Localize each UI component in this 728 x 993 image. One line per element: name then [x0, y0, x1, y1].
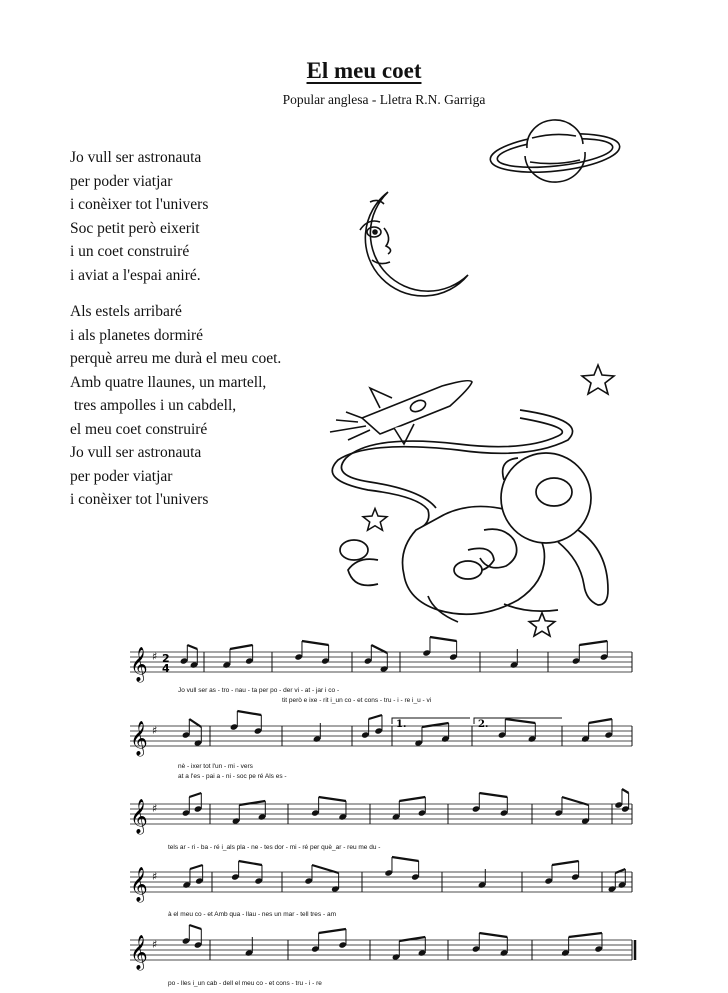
- key-sharp-icon: ♯: [152, 802, 158, 815]
- lyric-line: Jo vull ser astronauta: [70, 444, 202, 461]
- note-beam: [187, 645, 197, 649]
- note-beam: [319, 797, 346, 801]
- note-beam: [615, 869, 625, 873]
- note-beam: [569, 933, 602, 937]
- score-lyrics-1b: tit però e ixe - rit i_un co - et cons - tru - i - re i_u - vi: [282, 697, 432, 704]
- note-beam: [239, 801, 265, 805]
- time-signature-bottom: 4: [162, 662, 170, 675]
- astronaut-illustration: [308, 400, 628, 628]
- lyric-line: i conèixer tot l'univers: [70, 491, 209, 508]
- lyric-line: i aviat a l'espai aniré.: [70, 266, 201, 284]
- treble-clef-icon: 𝄞: [130, 799, 148, 834]
- treble-clef-icon: 𝄞: [130, 647, 148, 682]
- lyric-line: i als planetes dormiré: [70, 326, 203, 344]
- note-beam: [190, 865, 203, 869]
- treble-clef-icon: 𝄞: [130, 721, 148, 756]
- note-beam: [189, 793, 201, 797]
- lyrics-stanza-1: [70, 146, 370, 287]
- volta-2-label: 2.: [478, 719, 489, 730]
- note-beam: [552, 861, 579, 865]
- note-beam: [302, 641, 329, 645]
- note-beam: [479, 933, 507, 937]
- moon-illustration: [348, 180, 478, 305]
- lyric-line: Soc petit però eixerit: [70, 219, 200, 237]
- note-beam: [230, 645, 253, 649]
- score-lyrics-2a: nè - ixer tot l'un - mi - vers: [178, 763, 253, 770]
- score-lyrics-5: po - lles i_un cab - dell el meu co - et cons - tru - i - re: [168, 980, 322, 987]
- score-lyrics-3: tels ar - ri - ba - ré i_als pla - ne - tes dor - mi - ré per què_ar - reu me du -: [168, 844, 381, 851]
- subtitle: Popular anglesa - Lletra R.N. Garriga: [282, 92, 486, 107]
- note-beam: [399, 937, 425, 941]
- note-beam: [369, 715, 382, 719]
- lyric-line: Jo vull ser astronauta: [70, 149, 202, 166]
- key-sharp-icon: ♯: [152, 724, 158, 737]
- lyric-line: Als estels arribaré: [70, 303, 182, 320]
- lyric-line: tres ampolles i un cabdell,: [70, 397, 237, 414]
- lyric-line: per poder viatjar: [70, 467, 173, 485]
- note-beam: [399, 797, 425, 801]
- note-beam: [422, 723, 449, 727]
- lyric-line: perquè arreu me durà el meu coet.: [70, 350, 282, 367]
- score-lyrics-2b: at a l'es - pai a - ni - soc pe ré Als es -: [178, 773, 287, 780]
- treble-clef-icon: 𝄞: [130, 867, 148, 902]
- score-lyrics-4: à el meu co - et Amb qua - llau - nes un mar - tell tres - am: [168, 911, 336, 918]
- note-beam: [505, 719, 535, 723]
- lyric-line: per poder viatjar: [70, 172, 173, 190]
- key-sharp-icon: ♯: [152, 870, 158, 883]
- note-beam: [237, 711, 261, 715]
- music-score: [92, 628, 644, 993]
- lyric-line: i conèixer tot l'univers: [70, 196, 209, 213]
- lyric-line: el meu coet construiré: [70, 420, 208, 438]
- note-beam: [392, 857, 419, 861]
- lyric-line: Amb quatre llaunes, un martell,: [70, 373, 267, 391]
- note-beam: [319, 929, 346, 933]
- note-beam: [589, 719, 612, 723]
- score-lyrics-1a: Jo vull ser as - tro - nau - ta per po - der vi - at - jar i co -: [178, 687, 340, 694]
- note-beam: [239, 861, 262, 865]
- key-sharp-icon: ♯: [152, 650, 158, 663]
- saturn-illustration: [480, 118, 630, 198]
- volta-1-label: 1.: [396, 719, 407, 730]
- star-icon: [578, 362, 618, 396]
- treble-clef-icon: 𝄞: [130, 935, 148, 970]
- note-beam: [479, 793, 507, 797]
- time-signature-top: 2: [162, 652, 170, 665]
- page-title: El meu coet: [306, 58, 422, 83]
- lyric-line: i un coet construiré: [70, 243, 190, 260]
- note-beam: [189, 925, 201, 929]
- note-beam: [430, 637, 457, 641]
- note-beam: [579, 641, 607, 645]
- note-beam: [622, 789, 629, 793]
- key-sharp-icon: ♯: [152, 938, 158, 951]
